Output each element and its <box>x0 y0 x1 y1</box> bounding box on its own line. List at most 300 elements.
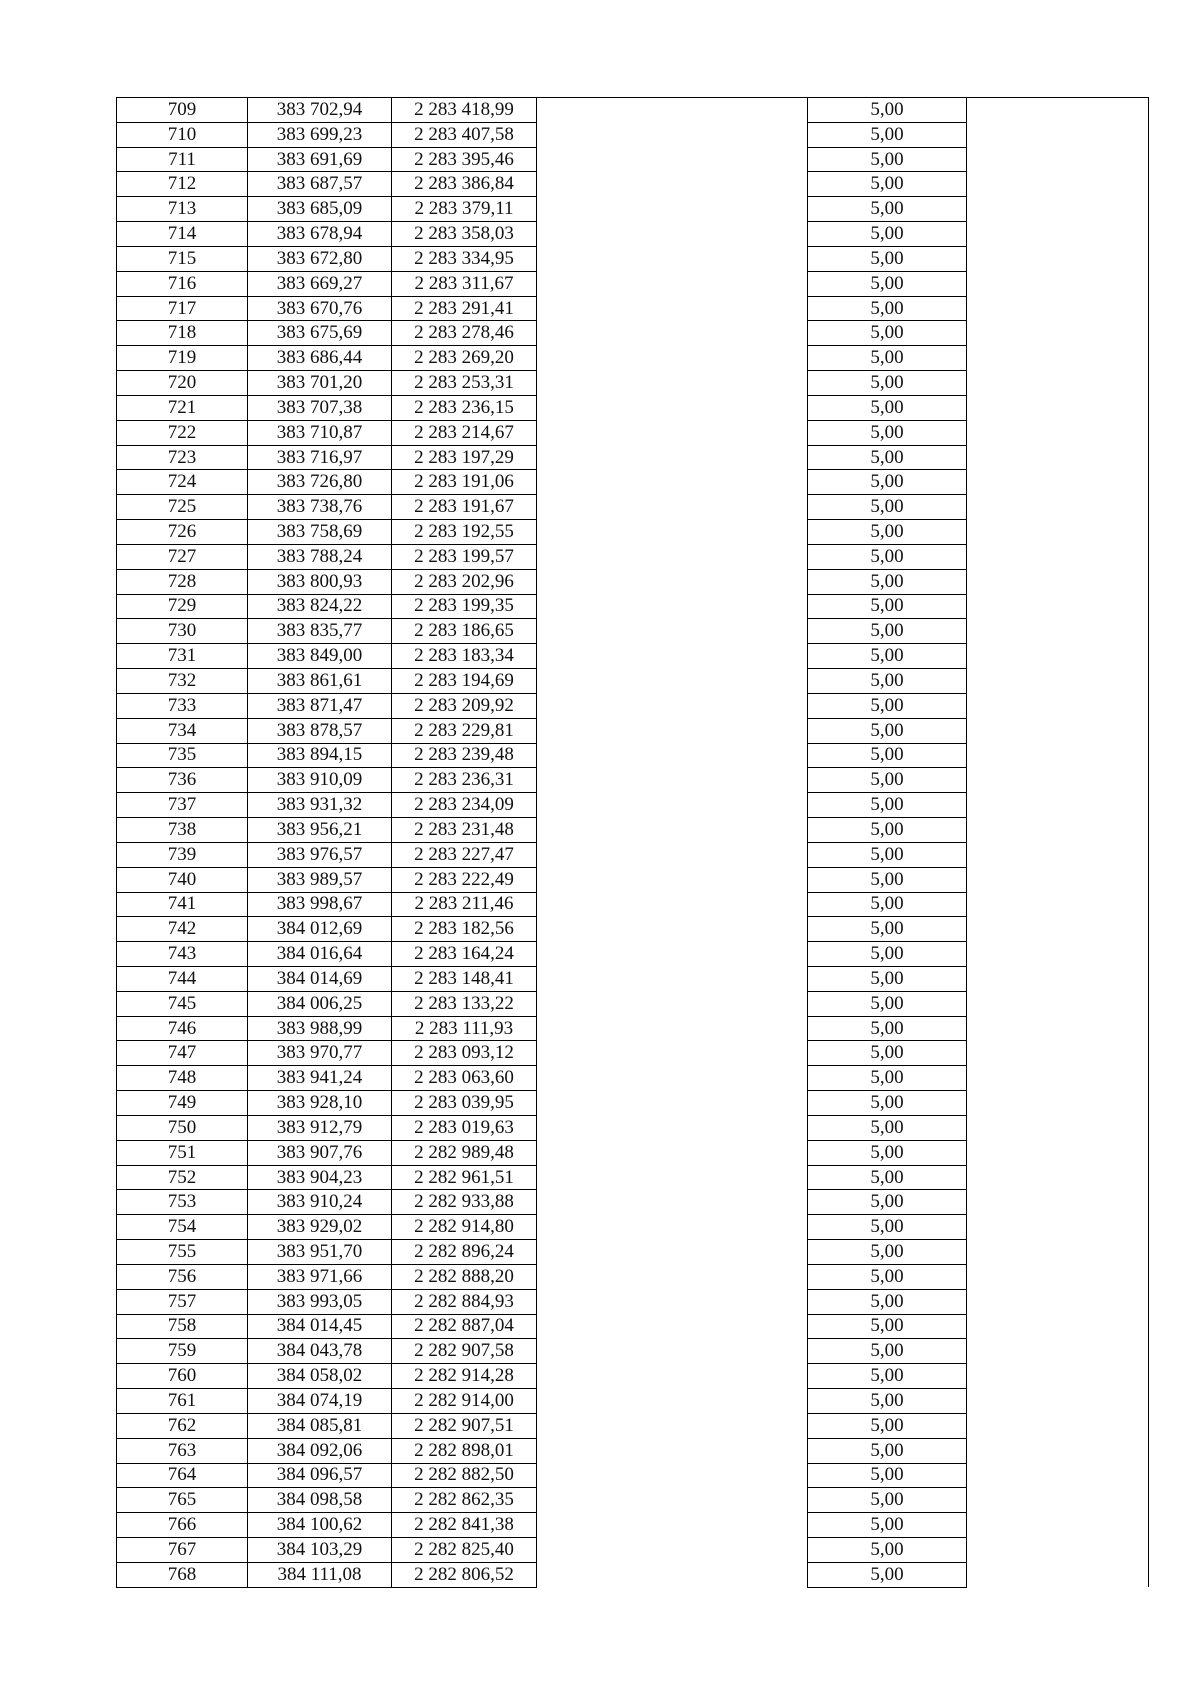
empty-cell <box>537 693 808 718</box>
point-number-cell: 730 <box>117 619 248 644</box>
point-number-cell: 748 <box>117 1066 248 1091</box>
value-cell: 5,00 <box>808 569 967 594</box>
value-cell: 5,00 <box>808 495 967 520</box>
value-cell: 5,00 <box>808 892 967 917</box>
value-cell: 5,00 <box>808 98 967 123</box>
value-cell: 5,00 <box>808 991 967 1016</box>
y-coordinate-cell: 2 282 989,48 <box>392 1140 537 1165</box>
value-cell: 5,00 <box>808 818 967 843</box>
x-coordinate-cell: 383 726,80 <box>248 470 392 495</box>
table-row <box>117 1091 1149 1116</box>
y-coordinate-cell: 2 282 862,35 <box>392 1488 537 1513</box>
point-number-cell: 765 <box>117 1488 248 1513</box>
point-number-cell: 758 <box>117 1314 248 1339</box>
x-coordinate-cell: 383 976,57 <box>248 842 392 867</box>
point-number-cell: 750 <box>117 1115 248 1140</box>
y-coordinate-cell: 2 283 039,95 <box>392 1091 537 1116</box>
x-coordinate-cell: 383 871,47 <box>248 693 392 718</box>
y-coordinate-cell: 2 282 888,20 <box>392 1264 537 1289</box>
point-number-cell: 727 <box>117 544 248 569</box>
table-row <box>117 1364 1149 1389</box>
y-coordinate-cell: 2 283 111,93 <box>392 1016 537 1041</box>
y-coordinate-cell: 2 283 236,15 <box>392 395 537 420</box>
coordinate-table <box>116 97 1149 1588</box>
empty-cell <box>537 122 808 147</box>
point-number-cell: 712 <box>117 172 248 197</box>
y-coordinate-cell: 2 283 379,11 <box>392 197 537 222</box>
value-cell: 5,00 <box>808 917 967 942</box>
empty-cell <box>537 98 808 123</box>
table-row <box>117 1488 1149 1513</box>
value-cell: 5,00 <box>808 1041 967 1066</box>
empty-cell <box>537 1513 808 1538</box>
point-number-cell: 759 <box>117 1339 248 1364</box>
empty-cell <box>967 520 1149 545</box>
x-coordinate-cell: 383 931,32 <box>248 793 392 818</box>
point-number-cell: 756 <box>117 1264 248 1289</box>
x-coordinate-cell: 383 951,70 <box>248 1240 392 1265</box>
value-cell: 5,00 <box>808 1413 967 1438</box>
y-coordinate-cell: 2 283 253,31 <box>392 371 537 396</box>
x-coordinate-cell: 383 699,23 <box>248 122 392 147</box>
point-number-cell: 723 <box>117 445 248 470</box>
point-number-cell: 741 <box>117 892 248 917</box>
x-coordinate-cell: 383 685,09 <box>248 197 392 222</box>
x-coordinate-cell: 383 970,77 <box>248 1041 392 1066</box>
value-cell: 5,00 <box>808 867 967 892</box>
value-cell: 5,00 <box>808 1438 967 1463</box>
value-cell: 5,00 <box>808 1140 967 1165</box>
x-coordinate-cell: 384 111,08 <box>248 1562 392 1587</box>
value-cell: 5,00 <box>808 793 967 818</box>
value-cell: 5,00 <box>808 1190 967 1215</box>
empty-cell <box>537 1289 808 1314</box>
value-cell: 5,00 <box>808 321 967 346</box>
empty-cell <box>967 1016 1149 1041</box>
y-coordinate-cell: 2 282 907,58 <box>392 1339 537 1364</box>
table-row <box>117 793 1149 818</box>
y-coordinate-cell: 2 283 194,69 <box>392 669 537 694</box>
empty-cell <box>537 1041 808 1066</box>
point-number-cell: 738 <box>117 818 248 843</box>
table-row <box>117 842 1149 867</box>
empty-cell <box>967 544 1149 569</box>
table-row <box>117 718 1149 743</box>
y-coordinate-cell: 2 282 884,93 <box>392 1289 537 1314</box>
y-coordinate-cell: 2 283 358,03 <box>392 222 537 247</box>
empty-cell <box>537 793 808 818</box>
table-row <box>117 98 1149 123</box>
table-row <box>117 296 1149 321</box>
empty-cell <box>967 147 1149 172</box>
point-number-cell: 744 <box>117 966 248 991</box>
point-number-cell: 761 <box>117 1389 248 1414</box>
table-row <box>117 1240 1149 1265</box>
x-coordinate-cell: 383 904,23 <box>248 1165 392 1190</box>
table-row <box>117 867 1149 892</box>
x-coordinate-cell: 383 669,27 <box>248 271 392 296</box>
empty-cell <box>537 1413 808 1438</box>
empty-cell <box>967 1314 1149 1339</box>
table-row <box>117 246 1149 271</box>
value-cell: 5,00 <box>808 1463 967 1488</box>
empty-cell <box>537 1488 808 1513</box>
table-row <box>117 669 1149 694</box>
empty-cell <box>537 867 808 892</box>
empty-cell <box>537 1115 808 1140</box>
y-coordinate-cell: 2 283 291,41 <box>392 296 537 321</box>
empty-cell <box>967 867 1149 892</box>
point-number-cell: 709 <box>117 98 248 123</box>
value-cell: 5,00 <box>808 1115 967 1140</box>
table-row <box>117 1140 1149 1165</box>
empty-cell <box>967 1066 1149 1091</box>
point-number-cell: 739 <box>117 842 248 867</box>
x-coordinate-cell: 384 043,78 <box>248 1339 392 1364</box>
empty-cell <box>967 669 1149 694</box>
value-cell: 5,00 <box>808 271 967 296</box>
empty-cell <box>537 172 808 197</box>
x-coordinate-cell: 383 691,69 <box>248 147 392 172</box>
point-number-cell: 717 <box>117 296 248 321</box>
x-coordinate-cell: 383 988,99 <box>248 1016 392 1041</box>
value-cell: 5,00 <box>808 445 967 470</box>
table-row <box>117 520 1149 545</box>
y-coordinate-cell: 2 282 914,80 <box>392 1215 537 1240</box>
value-cell: 5,00 <box>808 1066 967 1091</box>
empty-cell <box>967 1165 1149 1190</box>
empty-cell <box>537 296 808 321</box>
x-coordinate-cell: 383 910,24 <box>248 1190 392 1215</box>
empty-cell <box>967 966 1149 991</box>
empty-cell <box>537 1364 808 1389</box>
empty-cell <box>967 1190 1149 1215</box>
y-coordinate-cell: 2 282 882,50 <box>392 1463 537 1488</box>
empty-cell <box>967 1413 1149 1438</box>
empty-cell <box>967 1240 1149 1265</box>
table-row <box>117 1339 1149 1364</box>
empty-cell <box>967 942 1149 967</box>
table-row <box>117 197 1149 222</box>
x-coordinate-cell: 383 912,79 <box>248 1115 392 1140</box>
value-cell: 5,00 <box>808 1016 967 1041</box>
x-coordinate-cell: 383 678,94 <box>248 222 392 247</box>
table-row <box>117 544 1149 569</box>
empty-cell <box>967 793 1149 818</box>
point-number-cell: 753 <box>117 1190 248 1215</box>
point-number-cell: 749 <box>117 1091 248 1116</box>
x-coordinate-cell: 384 092,06 <box>248 1438 392 1463</box>
y-coordinate-cell: 2 282 907,51 <box>392 1413 537 1438</box>
empty-cell <box>967 842 1149 867</box>
empty-cell <box>967 495 1149 520</box>
empty-cell <box>537 1091 808 1116</box>
empty-cell <box>967 1264 1149 1289</box>
y-coordinate-cell: 2 283 199,35 <box>392 594 537 619</box>
value-cell: 5,00 <box>808 1513 967 1538</box>
empty-cell <box>537 371 808 396</box>
table-row <box>117 743 1149 768</box>
x-coordinate-cell: 383 672,80 <box>248 246 392 271</box>
x-coordinate-cell: 383 670,76 <box>248 296 392 321</box>
y-coordinate-cell: 2 283 183,34 <box>392 644 537 669</box>
empty-cell <box>967 1364 1149 1389</box>
x-coordinate-cell: 384 014,45 <box>248 1314 392 1339</box>
y-coordinate-cell: 2 283 093,12 <box>392 1041 537 1066</box>
table-row <box>117 321 1149 346</box>
empty-cell <box>537 346 808 371</box>
value-cell: 5,00 <box>808 743 967 768</box>
table-row <box>117 1066 1149 1091</box>
y-coordinate-cell: 2 282 825,40 <box>392 1538 537 1563</box>
x-coordinate-cell: 383 716,97 <box>248 445 392 470</box>
x-coordinate-cell: 383 993,05 <box>248 1289 392 1314</box>
x-coordinate-cell: 384 100,62 <box>248 1513 392 1538</box>
empty-cell <box>537 1240 808 1265</box>
empty-cell <box>967 569 1149 594</box>
value-cell: 5,00 <box>808 1091 967 1116</box>
empty-cell <box>537 1016 808 1041</box>
value-cell: 5,00 <box>808 718 967 743</box>
empty-cell <box>537 1562 808 1587</box>
table-row <box>117 1215 1149 1240</box>
value-cell: 5,00 <box>808 693 967 718</box>
x-coordinate-cell: 384 012,69 <box>248 917 392 942</box>
value-cell: 5,00 <box>808 1562 967 1587</box>
y-coordinate-cell: 2 283 164,24 <box>392 942 537 967</box>
empty-cell <box>537 1389 808 1414</box>
value-cell: 5,00 <box>808 1538 967 1563</box>
table-row <box>117 1041 1149 1066</box>
empty-cell <box>537 966 808 991</box>
empty-cell <box>967 98 1149 123</box>
x-coordinate-cell: 384 016,64 <box>248 942 392 967</box>
table-row <box>117 1289 1149 1314</box>
point-number-cell: 752 <box>117 1165 248 1190</box>
y-coordinate-cell: 2 283 386,84 <box>392 172 537 197</box>
point-number-cell: 725 <box>117 495 248 520</box>
table-row <box>117 693 1149 718</box>
empty-cell <box>537 1438 808 1463</box>
point-number-cell: 716 <box>117 271 248 296</box>
empty-cell <box>967 991 1149 1016</box>
point-number-cell: 729 <box>117 594 248 619</box>
empty-cell <box>967 321 1149 346</box>
value-cell: 5,00 <box>808 246 967 271</box>
point-number-cell: 740 <box>117 867 248 892</box>
value-cell: 5,00 <box>808 544 967 569</box>
table-row <box>117 991 1149 1016</box>
point-number-cell: 767 <box>117 1538 248 1563</box>
x-coordinate-cell: 383 956,21 <box>248 818 392 843</box>
x-coordinate-cell: 383 894,15 <box>248 743 392 768</box>
empty-cell <box>967 644 1149 669</box>
y-coordinate-cell: 2 283 202,96 <box>392 569 537 594</box>
point-number-cell: 726 <box>117 520 248 545</box>
y-coordinate-cell: 2 283 182,56 <box>392 917 537 942</box>
x-coordinate-cell: 383 788,24 <box>248 544 392 569</box>
empty-cell <box>537 818 808 843</box>
x-coordinate-cell: 383 675,69 <box>248 321 392 346</box>
empty-cell <box>537 395 808 420</box>
table-row <box>117 1463 1149 1488</box>
x-coordinate-cell: 383 710,87 <box>248 420 392 445</box>
empty-cell <box>537 246 808 271</box>
value-cell: 5,00 <box>808 172 967 197</box>
y-coordinate-cell: 2 283 395,46 <box>392 147 537 172</box>
value-cell: 5,00 <box>808 395 967 420</box>
empty-cell <box>537 445 808 470</box>
x-coordinate-cell: 384 074,19 <box>248 1389 392 1414</box>
empty-cell <box>537 594 808 619</box>
x-coordinate-cell: 383 686,44 <box>248 346 392 371</box>
y-coordinate-cell: 2 282 933,88 <box>392 1190 537 1215</box>
value-cell: 5,00 <box>808 470 967 495</box>
point-number-cell: 718 <box>117 321 248 346</box>
empty-cell <box>537 768 808 793</box>
empty-cell <box>967 619 1149 644</box>
empty-cell <box>537 1538 808 1563</box>
empty-cell <box>967 371 1149 396</box>
empty-cell <box>967 1115 1149 1140</box>
point-number-cell: 728 <box>117 569 248 594</box>
empty-cell <box>537 520 808 545</box>
y-coordinate-cell: 2 283 209,92 <box>392 693 537 718</box>
table-row <box>117 147 1149 172</box>
value-cell: 5,00 <box>808 669 967 694</box>
table-row <box>117 271 1149 296</box>
empty-cell <box>537 197 808 222</box>
empty-cell <box>967 1339 1149 1364</box>
y-coordinate-cell: 2 283 236,31 <box>392 768 537 793</box>
empty-cell <box>967 1513 1149 1538</box>
x-coordinate-cell: 383 929,02 <box>248 1215 392 1240</box>
x-coordinate-cell: 384 096,57 <box>248 1463 392 1488</box>
point-number-cell: 745 <box>117 991 248 1016</box>
empty-cell <box>537 1215 808 1240</box>
value-cell: 5,00 <box>808 122 967 147</box>
empty-cell <box>967 718 1149 743</box>
empty-cell <box>967 222 1149 247</box>
table-row <box>117 1190 1149 1215</box>
y-coordinate-cell: 2 283 186,65 <box>392 619 537 644</box>
point-number-cell: 747 <box>117 1041 248 1066</box>
point-number-cell: 760 <box>117 1364 248 1389</box>
value-cell: 5,00 <box>808 1264 967 1289</box>
empty-cell <box>537 222 808 247</box>
table-row <box>117 768 1149 793</box>
table-row <box>117 1513 1149 1538</box>
empty-cell <box>537 892 808 917</box>
y-coordinate-cell: 2 283 418,99 <box>392 98 537 123</box>
value-cell: 5,00 <box>808 1215 967 1240</box>
value-cell: 5,00 <box>808 644 967 669</box>
table-row <box>117 942 1149 967</box>
empty-cell <box>967 470 1149 495</box>
value-cell: 5,00 <box>808 420 967 445</box>
x-coordinate-cell: 383 800,93 <box>248 569 392 594</box>
table-row <box>117 644 1149 669</box>
value-cell: 5,00 <box>808 346 967 371</box>
value-cell: 5,00 <box>808 594 967 619</box>
point-number-cell: 762 <box>117 1413 248 1438</box>
y-coordinate-cell: 2 282 887,04 <box>392 1314 537 1339</box>
value-cell: 5,00 <box>808 768 967 793</box>
empty-cell <box>537 644 808 669</box>
x-coordinate-cell: 384 103,29 <box>248 1538 392 1563</box>
table-row <box>117 172 1149 197</box>
x-coordinate-cell: 383 989,57 <box>248 867 392 892</box>
table-row <box>117 1413 1149 1438</box>
empty-cell <box>967 892 1149 917</box>
point-number-cell: 724 <box>117 470 248 495</box>
value-cell: 5,00 <box>808 296 967 321</box>
value-cell: 5,00 <box>808 147 967 172</box>
point-number-cell: 734 <box>117 718 248 743</box>
empty-cell <box>967 172 1149 197</box>
y-coordinate-cell: 2 283 191,67 <box>392 495 537 520</box>
empty-cell <box>967 1488 1149 1513</box>
table-row <box>117 917 1149 942</box>
value-cell: 5,00 <box>808 1488 967 1513</box>
empty-cell <box>967 246 1149 271</box>
y-coordinate-cell: 2 282 914,00 <box>392 1389 537 1414</box>
empty-cell <box>967 693 1149 718</box>
x-coordinate-cell: 383 707,38 <box>248 395 392 420</box>
x-coordinate-cell: 383 928,10 <box>248 1091 392 1116</box>
y-coordinate-cell: 2 282 806,52 <box>392 1562 537 1587</box>
empty-cell <box>537 1463 808 1488</box>
value-cell: 5,00 <box>808 619 967 644</box>
y-coordinate-cell: 2 282 896,24 <box>392 1240 537 1265</box>
empty-cell <box>967 818 1149 843</box>
empty-cell <box>537 942 808 967</box>
empty-cell <box>967 271 1149 296</box>
value-cell: 5,00 <box>808 1364 967 1389</box>
empty-cell <box>967 1289 1149 1314</box>
empty-cell <box>967 1438 1149 1463</box>
empty-cell <box>537 619 808 644</box>
x-coordinate-cell: 383 878,57 <box>248 718 392 743</box>
value-cell: 5,00 <box>808 942 967 967</box>
point-number-cell: 755 <box>117 1240 248 1265</box>
point-number-cell: 719 <box>117 346 248 371</box>
empty-cell <box>967 1041 1149 1066</box>
y-coordinate-cell: 2 283 234,09 <box>392 793 537 818</box>
x-coordinate-cell: 383 702,94 <box>248 98 392 123</box>
empty-cell <box>967 420 1149 445</box>
empty-cell <box>967 768 1149 793</box>
table-row <box>117 1264 1149 1289</box>
x-coordinate-cell: 384 006,25 <box>248 991 392 1016</box>
empty-cell <box>537 1066 808 1091</box>
empty-cell <box>537 743 808 768</box>
y-coordinate-cell: 2 283 231,48 <box>392 818 537 843</box>
point-number-cell: 721 <box>117 395 248 420</box>
table-row <box>117 619 1149 644</box>
point-number-cell: 751 <box>117 1140 248 1165</box>
table-row <box>117 818 1149 843</box>
x-coordinate-cell: 383 824,22 <box>248 594 392 619</box>
x-coordinate-cell: 383 687,57 <box>248 172 392 197</box>
empty-cell <box>537 1190 808 1215</box>
empty-cell <box>967 1215 1149 1240</box>
value-cell: 5,00 <box>808 966 967 991</box>
point-number-cell: 743 <box>117 942 248 967</box>
table-row <box>117 1538 1149 1563</box>
empty-cell <box>967 296 1149 321</box>
value-cell: 5,00 <box>808 1314 967 1339</box>
